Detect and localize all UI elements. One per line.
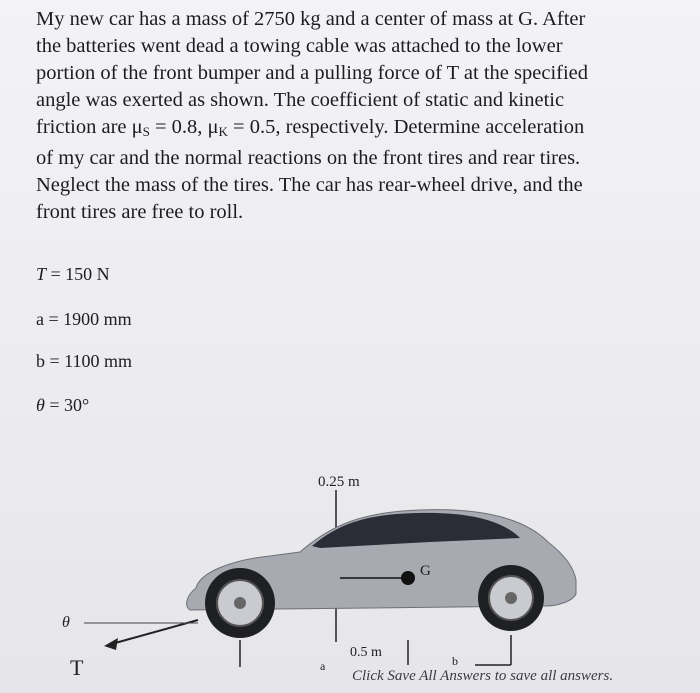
- given-value: = 1900 mm: [44, 309, 132, 329]
- given-value: = 1100 mm: [45, 351, 132, 371]
- given-symbol: T: [36, 264, 47, 284]
- label-b: b: [452, 654, 458, 668]
- label-a: a: [320, 659, 326, 673]
- problem-line: the batteries went dead a towing cable was attached to the lower: [36, 35, 563, 57]
- given-a: [36, 309, 132, 330]
- dim-label-top: 0.25 m: [318, 474, 360, 490]
- problem-statement: [36, 6, 676, 226]
- given-symbol: θ: [36, 395, 45, 415]
- tow-arrowhead: [104, 638, 118, 650]
- given-T: [36, 264, 110, 285]
- mu-s-subscript: S: [142, 124, 150, 139]
- given-symbol: a: [36, 309, 44, 329]
- given-b: [36, 351, 132, 372]
- problem-line: portion of the front bumper and a pulling force of T at the specified: [36, 62, 589, 84]
- mu-k-subscript: K: [218, 124, 228, 139]
- front-wheel: [205, 568, 275, 638]
- problem-line: front tires are free to roll.: [36, 201, 244, 223]
- given-symbol: b: [36, 351, 45, 371]
- problem-line: Neglect the mass of the tires. The car has rear-wheel drive, and the: [36, 174, 583, 196]
- label-T: T: [70, 655, 84, 680]
- given-value: = 30°: [44, 395, 90, 415]
- given-value: = 150 N: [46, 264, 110, 284]
- problem-line: angle was exerted as shown. The coefficient of static and kinetic: [36, 89, 565, 111]
- center-of-mass-dot: [401, 571, 415, 585]
- friction-text: = 0.5, respectively. Determine acceleration: [227, 116, 585, 138]
- dim-label-bottom: 0.5 m: [350, 645, 382, 660]
- friction-text: = 0.8, μ: [149, 116, 219, 138]
- save-hint: Click Save All Answers to save all answers.: [352, 668, 614, 684]
- rear-wheel: [478, 565, 544, 631]
- tow-cable: [108, 620, 198, 645]
- given-theta: [36, 395, 89, 416]
- problem-line: of my car and the normal reactions on the front tires and rear tires.: [36, 147, 581, 169]
- friction-text: friction are μ: [36, 116, 143, 138]
- problem-line: My new car has a mass of 2750 kg and a center of mass at G. After: [36, 8, 586, 30]
- problem-line-friction: [36, 114, 676, 145]
- car-diagram: [0, 460, 700, 693]
- label-G: G: [420, 563, 431, 579]
- label-theta: θ: [62, 614, 70, 631]
